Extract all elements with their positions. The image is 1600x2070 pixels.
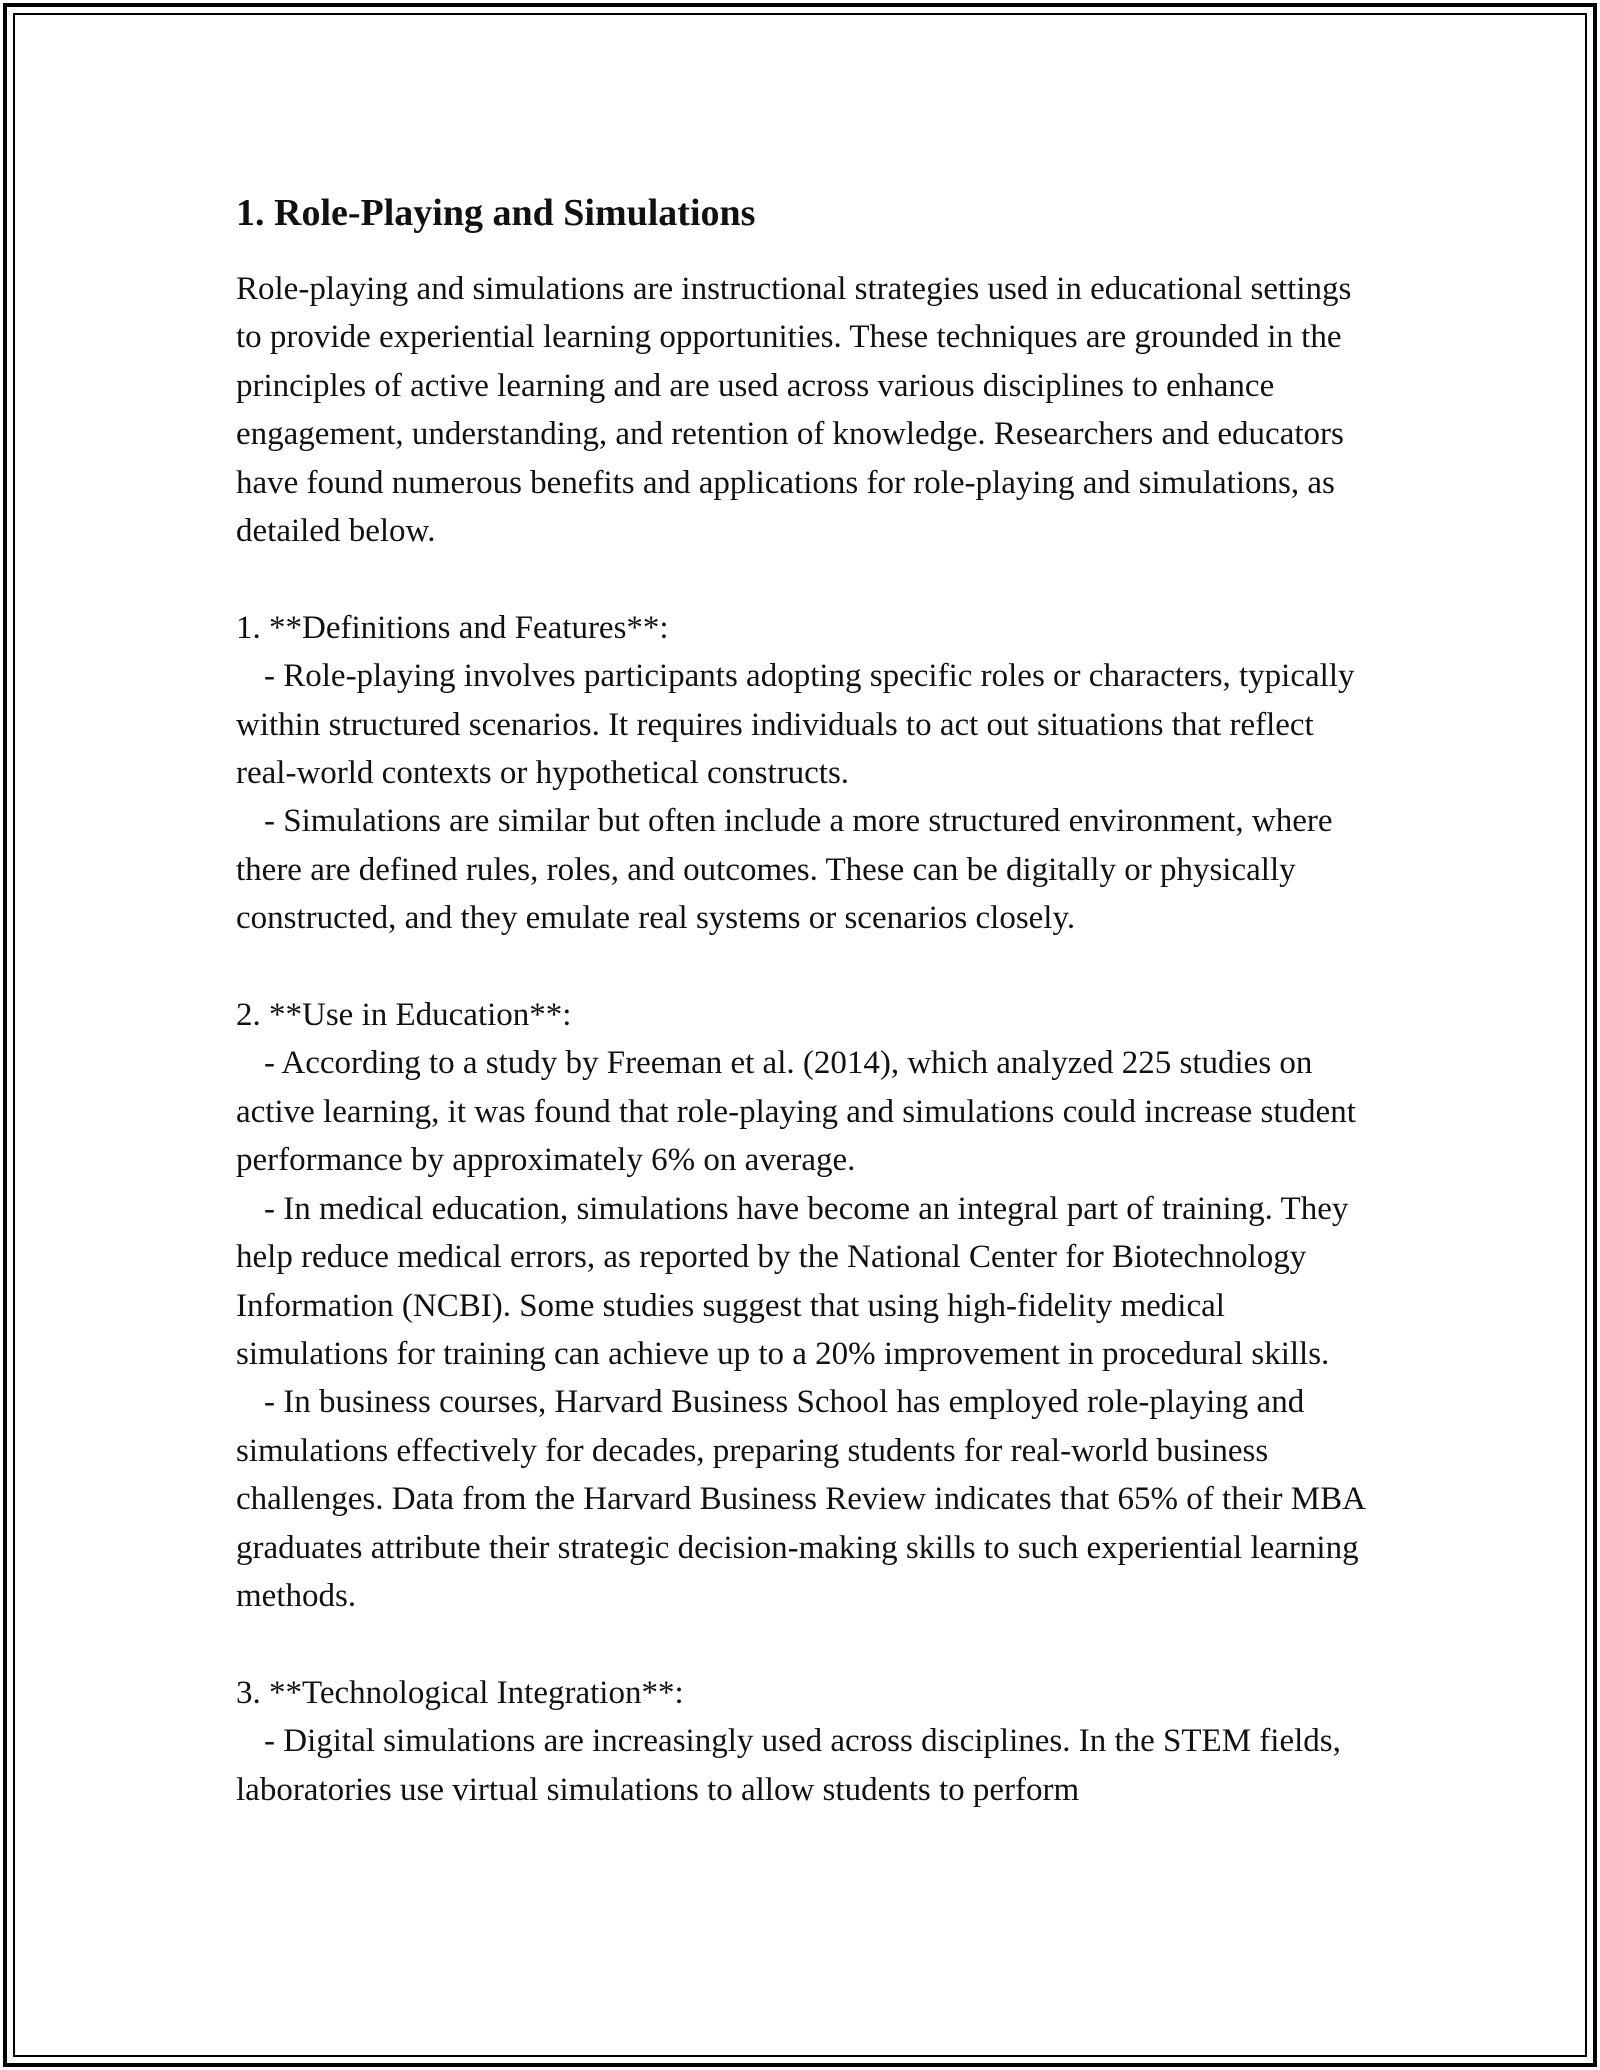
section-heading: 3. **Technological Integration**: [236,1674,684,1711]
document-title: 1. Role-Playing and Simulations [236,192,756,234]
bullet-item: - In medical education, simulations have become an integral part of training. They help reduce medical errors, as reported by the National Center for Biotechnology Information (NCBI). Some studies suggest that using high-fidelity medical simulations for training can achieve up to a 20% improvement in procedural skills. [236,1190,1349,1372]
section-use-in-education [236,991,1386,1620]
bullet-item: - Role-playing involves participants adopting specific roles or characters, typically within structured scenarios. It requires individuals to act out situations that reflect real-world contexts or hypothetical constructs. [236,658,1355,792]
bullet-item: - In business courses, Harvard Business School has employed role-playing and simulations effectively for decades, preparing students for real-world business challenges. Data from the Harvard Business Review indicates that 65% of their MBA graduates attribute their strategic decision-making skills to such experiential learning methods. [236,1384,1365,1614]
intro-paragraph: Role-playing and simulations are instructional strategies used in educational settings to provide experiential learning opportunities. These techniques are grounded in the principles of active learning and are used across various disciplines to enhance engagement, understanding, and retention of knowledge. Researchers and educators have found numerous benefits and applications for role-playing and simulations, as detailed below. [236,271,1352,550]
section-heading: 1. **Definitions and Features**: [236,609,669,646]
section-heading: 2. **Use in Education**: [236,997,572,1034]
bullet-item: - According to a study by Freeman et al. (2014), which analyzed 225 studies on active learning, it was found that role-playing and simulations could increase student performance by approximately 6% on average. [236,1045,1356,1179]
document-body [236,185,1386,1814]
bullet-item: - Digital simulations are increasingly used across disciplines. In the STEM fields, laboratories use virtual simulations to allow students to perform [236,1723,1341,1808]
section-technological-integration [236,1669,1386,1814]
section-definitions [236,604,1386,943]
bullet-item: - Simulations are similar but often include a more structured environment, where there are defined rules, roles, and outcomes. These can be digitally or physically constructed, and they emulate real systems or scenarios closely. [236,803,1333,937]
